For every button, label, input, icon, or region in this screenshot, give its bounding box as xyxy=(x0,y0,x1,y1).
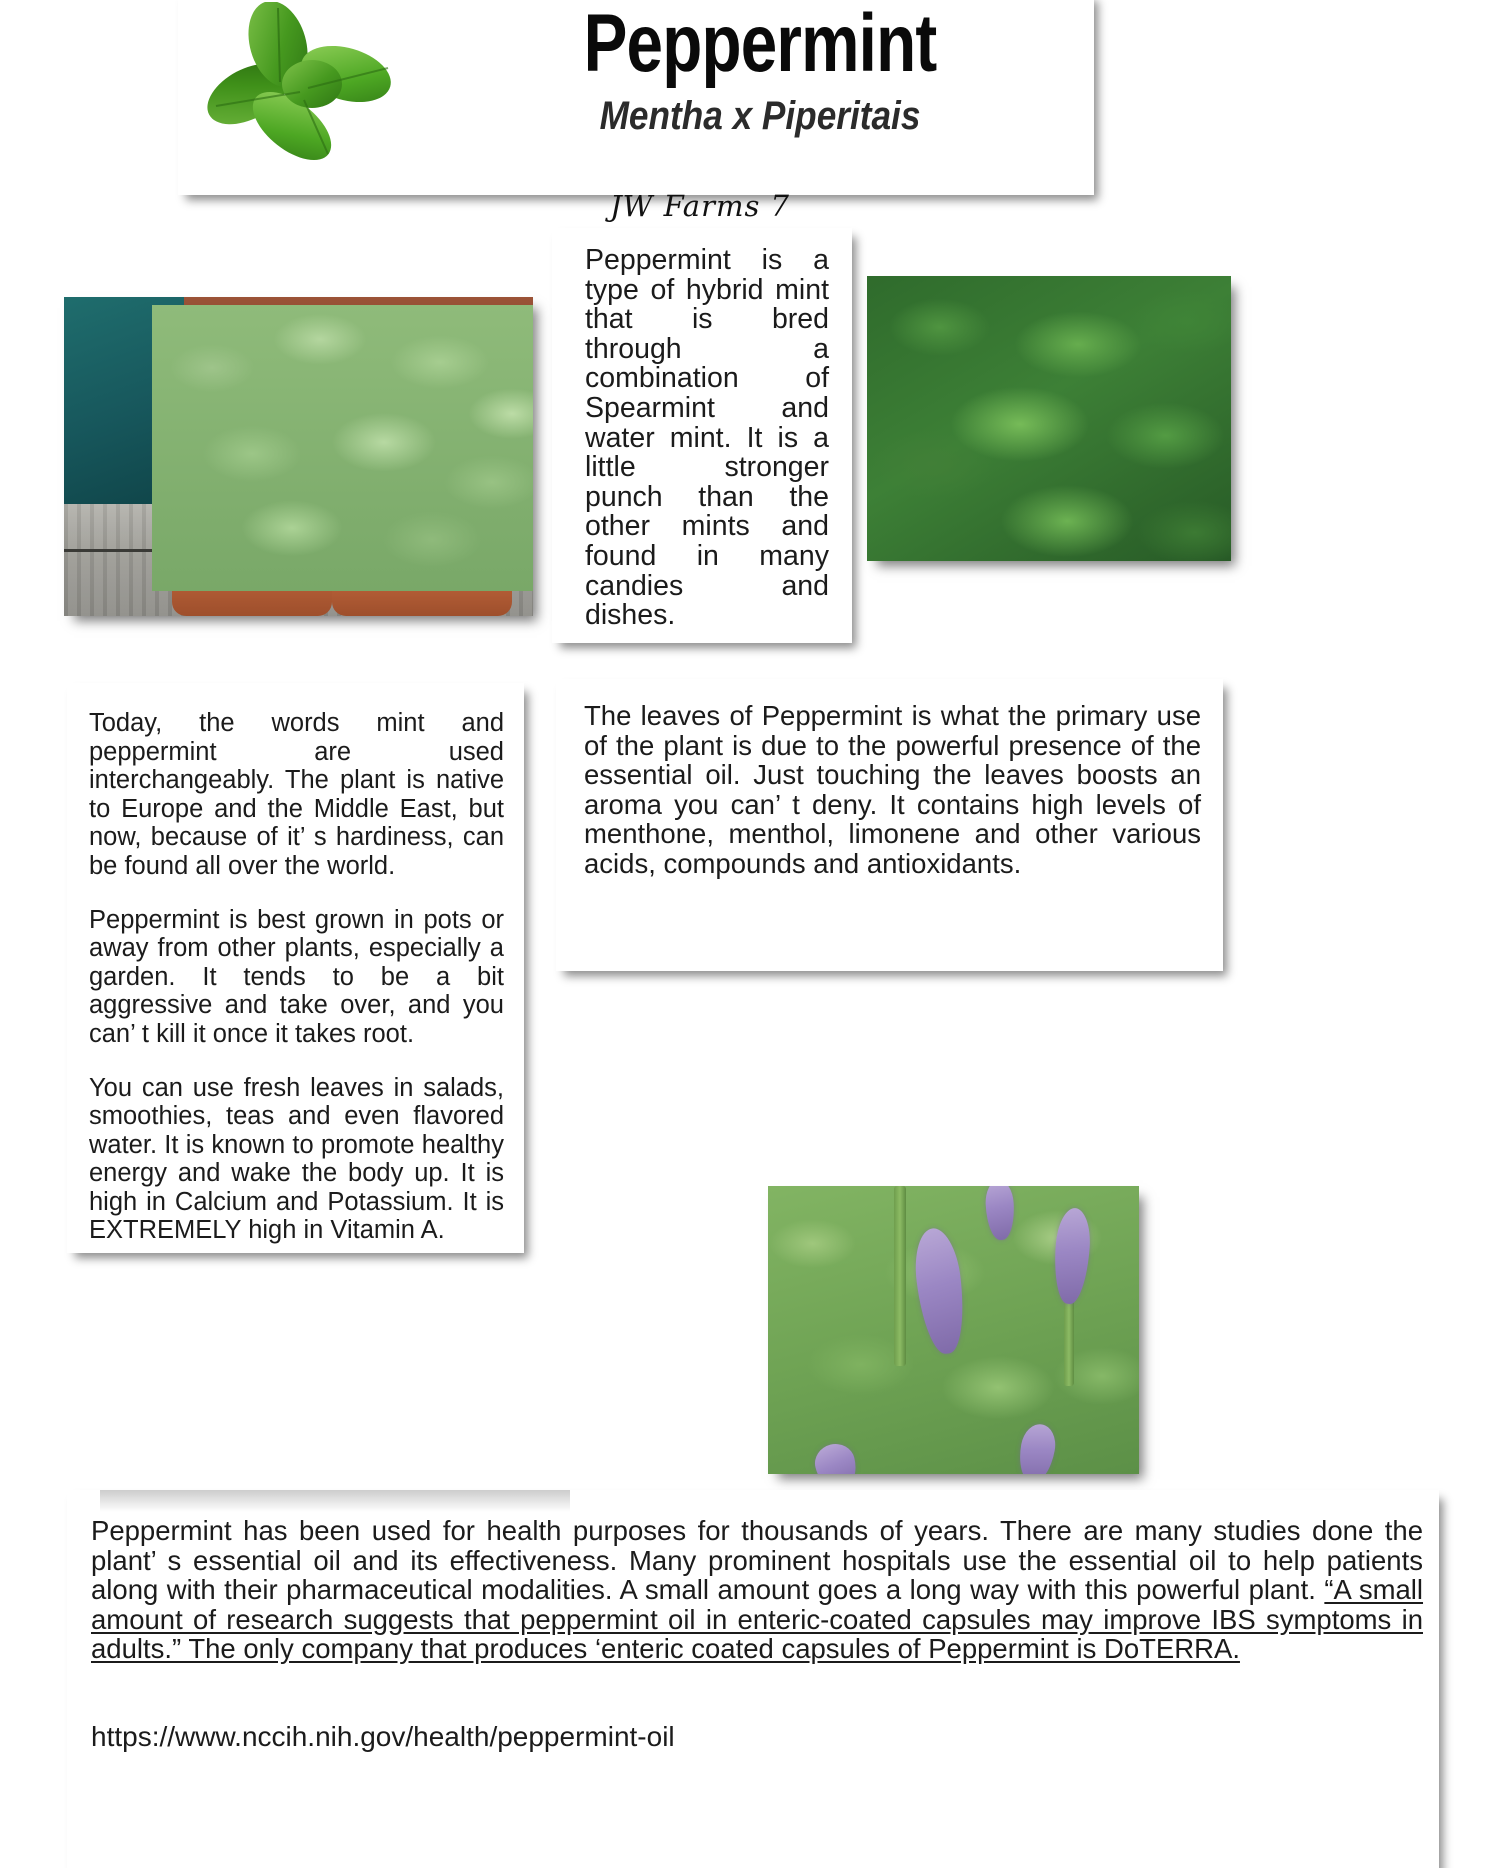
leaves-paragraph-group xyxy=(584,701,1201,878)
title-block xyxy=(440,0,1080,140)
photo-detail-stem xyxy=(894,1186,906,1366)
health-lead-text: Peppermint has been used for health purposes for thousands of years. There are many studies done the plant’ s essential oil and its effectiveness. Many prominent hospitals use the essential oil to help patients along with their pharmaceutical modalities. A small amount goes a long way with this powerful plant. xyxy=(91,1515,1423,1605)
mint-leaf-icon xyxy=(200,2,425,162)
photo-detail-foliage xyxy=(152,305,533,591)
photo-detail-flower-spike xyxy=(1015,1421,1059,1474)
flowering-mint-photo xyxy=(768,1186,1139,1474)
today-paragraph-group xyxy=(89,709,504,1245)
photo-detail-flower-spike xyxy=(984,1186,1015,1241)
health-text-card xyxy=(67,1490,1439,1868)
health-paragraph-group xyxy=(91,1516,1423,1664)
mint-closeup-photo xyxy=(867,276,1231,561)
paragraph: The leaves of Peppermint is what the primary use of the plant is due to the powerful presence of the essential oil. Just touching the leaves boosts an aroma you can’ t deny. It contains high levels of menthone, menthol, limonene and other various acids, compounds and antioxidants. xyxy=(584,700,1201,879)
photo-detail-flower-spike xyxy=(910,1226,969,1356)
hybrid-paragraph-group xyxy=(585,246,829,631)
scientific-name: Mentha x Piperitais xyxy=(599,94,921,138)
photo-detail-flower-spike xyxy=(1052,1207,1093,1305)
leaves-text-card xyxy=(556,679,1223,971)
today-text-card xyxy=(67,683,524,1253)
hybrid-text-card xyxy=(552,228,852,643)
page-title: Peppermint xyxy=(583,0,937,89)
paragraph: Today, the words mint and peppermint are used interchangeably. The plant is native to Europe and the Middle East, but now, because of it’ s hardiness, can be found all over the world. xyxy=(89,709,504,880)
potted-peppermint-photo xyxy=(64,297,533,616)
source-url[interactable]: https://www.nccih.nih.gov/health/peppermint-oil xyxy=(91,1721,675,1752)
brand-name: JW Farms 7 xyxy=(609,189,790,223)
inner-shadow xyxy=(100,1490,570,1512)
header-card xyxy=(178,0,1094,195)
paragraph xyxy=(91,1516,1423,1664)
health-quote-text: “A small amount of research suggests that peppermint oil in enteric-coated capsules may improve IBS symptoms in adults.” The only company that produces ‘enteric coated capsules of Peppermint is DoTERRA. xyxy=(91,1574,1424,1664)
paragraph: You can use fresh leaves in salads, smoothies, teas and even flavored water. It is known to promote healthy energy and wake the body up. It is high in Calcium and Potassium. It is EXTREMELY high in Vitamin A. xyxy=(89,1073,504,1244)
photo-detail-flower-spike xyxy=(811,1440,861,1474)
paragraph: Peppermint is best grown in pots or away from other plants, especially a garden. It tends to be a bit aggressive and take over, and you can’ t kill it once it takes root. xyxy=(89,905,504,1048)
paragraph: Peppermint is a type of hybrid mint that is bred through a combination of Spearmint and water mint. It is a little stronger punch than the other mints and found in many candies and dishes. xyxy=(585,244,829,632)
